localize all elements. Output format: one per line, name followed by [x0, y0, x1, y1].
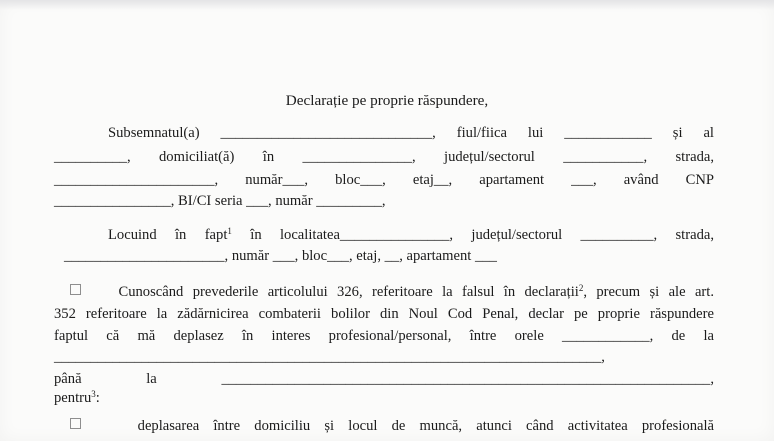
page-top-shadow [0, 0, 774, 10]
actual-residence-fields: în localitatea_______________, județul/sectorul __________, strada, [231, 227, 715, 243]
legal-notice-line [70, 283, 714, 301]
actual-residence-line [108, 226, 714, 244]
address-line: ______________________, număr___, bloc___, etaj__, apartament ___, având CNP [54, 172, 714, 188]
purpose-text: pentru [54, 390, 92, 406]
document-title: Declarație pe proprie răspundere, [285, 92, 489, 109]
travel-interval-line: faptul că mă deplasez în interes profesional/personal, între orele ____________, de la [54, 328, 714, 344]
legal-notice-checkbox[interactable] [70, 284, 81, 295]
declarant-name-line: Subsemnatul(a) _____________________________, fiul/fiica lui ____________ și al [108, 125, 714, 141]
legal-notice-text-end: , precum și ale art. [583, 284, 714, 300]
footnote-ref-2: 2 [578, 283, 584, 293]
commute-checkbox[interactable] [70, 418, 81, 429]
domicile-line: __________, domiciliat(ă) în _______________, județul/sectorul ___________, strada, [54, 149, 714, 165]
footnote-ref-1: 1 [227, 226, 232, 236]
travel-destination-line: până la ___________________________________________________________________, [54, 371, 714, 387]
purpose-colon: : [95, 390, 100, 406]
footnote-ref-3: 3 [91, 389, 96, 399]
id-line: ________________, BI/CI seria ___, număr _________, [54, 193, 386, 209]
actual-address-line: ______________________, număr ___, bloc___, etaj, __, apartament ___ [64, 248, 497, 264]
purpose-label [54, 389, 714, 407]
actual-residence-label: Locuind în fapt [108, 227, 228, 243]
penal-code-line: 352 referitoare la zădărnicirea combaterii bolilor din Noul Cod Penal, declar pe proprie răspundere [54, 306, 714, 322]
travel-origin-line: ___________________________________________________________________________, [54, 349, 605, 365]
commute-option-line [70, 417, 714, 435]
commute-option-text: deplasarea între domiciliu și locul de muncă, atunci când activitatea profesională [137, 418, 714, 434]
legal-notice-text: Cunoscând prevederile articolului 326, referitoare la falsul în declarații [118, 284, 579, 300]
